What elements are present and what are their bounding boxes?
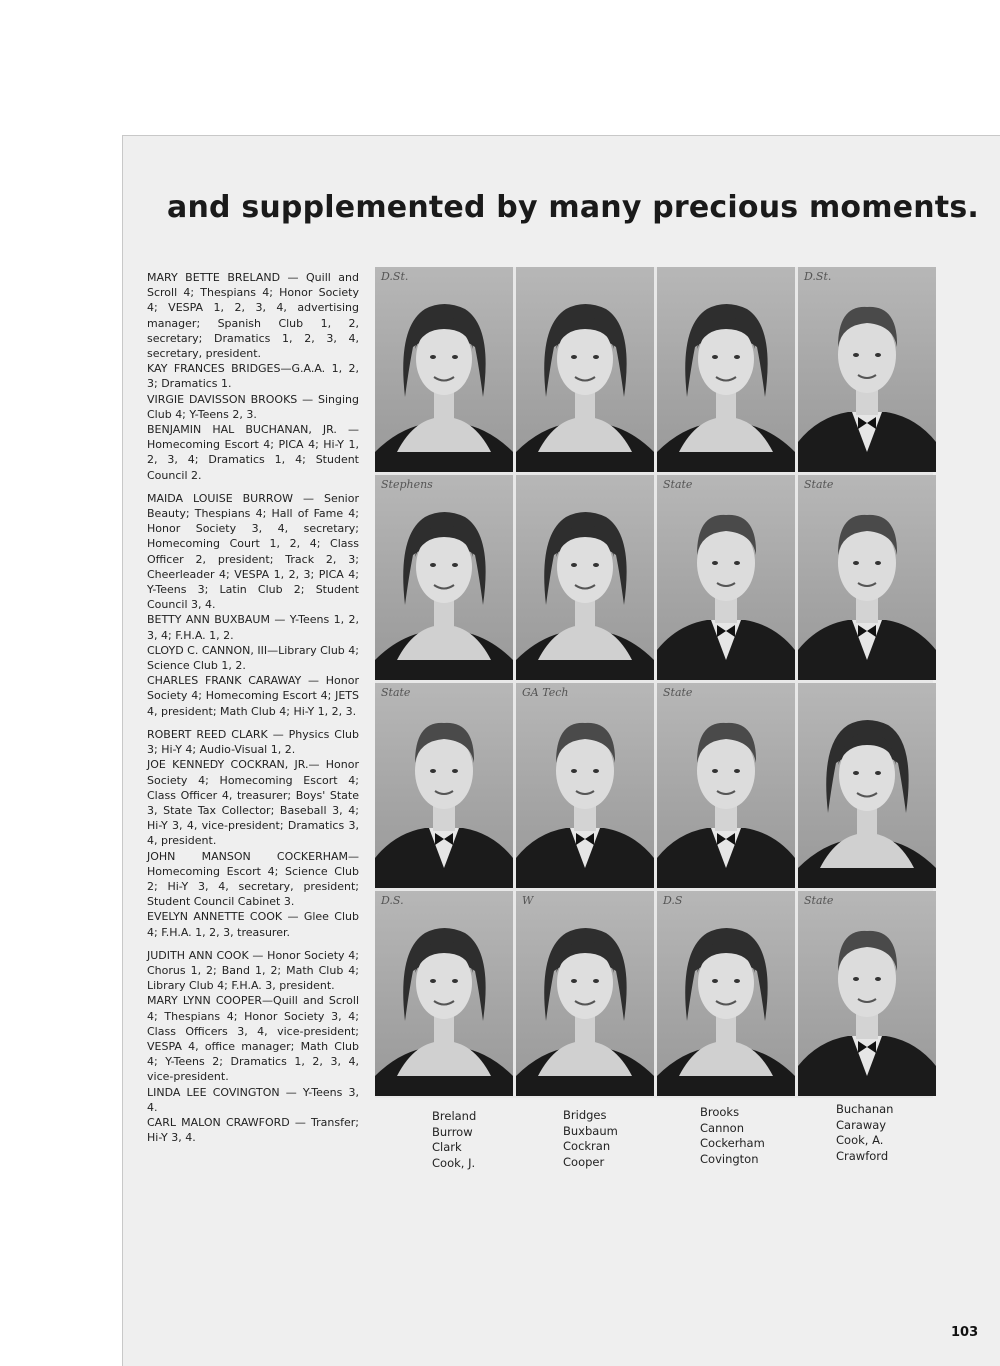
caption-column bbox=[836, 1102, 893, 1164]
senior-bio: CARL MALON CRAWFORD — Transfer; Hi-Y 3, 4. bbox=[147, 1115, 359, 1145]
portrait-silhouette-icon bbox=[516, 267, 654, 472]
senior-portrait bbox=[657, 267, 795, 472]
caption-name: Clark bbox=[432, 1140, 462, 1154]
caption-name: Buchanan bbox=[836, 1102, 894, 1116]
yearbook-page bbox=[122, 135, 1000, 1366]
senior-bio: BETTY ANN BUXBAUM — Y-Teens 1, 2, 3, 4; F.H.A. 1, 2. bbox=[147, 613, 359, 642]
portrait-silhouette-icon bbox=[657, 475, 795, 680]
caption-name: Cook, A. bbox=[836, 1133, 884, 1147]
portrait-silhouette-icon bbox=[375, 267, 513, 472]
caption-column bbox=[700, 1105, 765, 1167]
caption-name: Burrow bbox=[432, 1124, 473, 1139]
handwritten-note: State bbox=[381, 686, 411, 699]
page-number: 103 bbox=[951, 1325, 979, 1340]
caption-name: Buxbaum bbox=[563, 1123, 618, 1138]
portrait-silhouette-icon bbox=[657, 891, 795, 1096]
senior-portrait bbox=[516, 475, 654, 680]
portrait-silhouette-icon bbox=[375, 475, 513, 680]
caption-name: Cooper bbox=[563, 1154, 605, 1169]
handwritten-note: State bbox=[804, 894, 834, 907]
handwritten-note: W bbox=[522, 894, 534, 907]
senior-portrait bbox=[516, 891, 654, 1096]
caption-name: Cockerham bbox=[700, 1136, 765, 1150]
senior-bio: LINDA LEE COVINGTON — Y-Teens 3, 4. bbox=[147, 1085, 359, 1114]
caption-name: Caraway bbox=[836, 1117, 887, 1132]
senior-portrait bbox=[375, 475, 513, 680]
senior-bios bbox=[147, 270, 359, 1145]
portrait-silhouette-icon bbox=[798, 475, 936, 680]
senior-portrait bbox=[516, 267, 654, 472]
senior-portrait bbox=[657, 475, 795, 680]
caption-name: Crawford bbox=[836, 1148, 889, 1163]
portrait-grid bbox=[375, 267, 933, 1098]
handwritten-note: State bbox=[663, 478, 693, 491]
senior-bio: EVELYN ANNETTE COOK — Glee Club 4; F.H.A. 1, 2, 3, treasurer. bbox=[147, 910, 359, 939]
senior-bio: CLOYD C. CANNON, III—Library Club 4; Science Club 1, 2. bbox=[147, 643, 359, 673]
caption-name: Cook, J. bbox=[432, 1155, 476, 1170]
senior-bio: MARY LYNN COOPER—Quill and Scroll 4; Thespians 4; Honor Society 3, 4; Class Officers 3, 4, vice-president; VESPA 4, office manager; Math Club 4; Y-Teens 2; Dramatics 1, 2, 3, 4, vice-president. bbox=[147, 994, 359, 1084]
senior-bio: ROBERT REED CLARK — Physics Club 3; Hi-Y 4; Audio-Visual 1, 2. bbox=[147, 727, 359, 757]
senior-bio: MAIDA LOUISE BURROW — Senior Beauty; Thespians 4; Hall of Fame 4; Honor Society 3, 4, secretary; Homecoming Court 1, 2, 4; Class Officer 2, president; Track 2, 3; Cheerleader 4; VESPA 1, 2, 3; PICA 4; Y-Teens 3; Latin Club 2; Student Council 3, 4. bbox=[147, 491, 359, 612]
portrait-captions bbox=[432, 1102, 912, 1189]
senior-portrait bbox=[798, 683, 936, 888]
caption-name: Covington bbox=[700, 1151, 759, 1166]
handwritten-note: State bbox=[804, 478, 834, 491]
caption-name: Breland bbox=[432, 1109, 477, 1123]
senior-portrait bbox=[798, 267, 936, 472]
handwritten-note: D.St. bbox=[804, 270, 832, 283]
caption-column bbox=[563, 1108, 618, 1170]
portrait-silhouette-icon bbox=[798, 267, 936, 472]
handwritten-note: D.S bbox=[663, 894, 683, 907]
portrait-silhouette-icon bbox=[375, 891, 513, 1096]
senior-portrait bbox=[657, 683, 795, 888]
portrait-silhouette-icon bbox=[516, 683, 654, 888]
portrait-silhouette-icon bbox=[516, 475, 654, 680]
senior-portrait bbox=[516, 683, 654, 888]
senior-bio: VIRGIE DAVISSON BROOKS — Singing Club 4; Y-Teens 2, 3. bbox=[147, 392, 359, 421]
senior-bio: BENJAMIN HAL BUCHANAN, JR. —Homecoming Escort 4; PICA 4; Hi-Y 1, 2, 3, 4; Dramatics 1, 4; Student Council 2. bbox=[147, 423, 359, 482]
senior-bio: MARY BETTE BRELAND — Quill and Scroll 4; Thespians 4; Honor Society 4; VESPA 1, 2, 3, 4, advertising manager; Spanish Club 1, 2, secretary; Dramatics 1, 2, 3, 4, secretary, president. bbox=[147, 271, 359, 361]
senior-bio: JOHN MANSON COCKERHAM— Homecoming Escort 4; Science Club 2; Hi-Y 3, 4, secretary, president; Student Council Cabinet 3. bbox=[147, 849, 359, 909]
portrait-silhouette-icon bbox=[657, 683, 795, 888]
senior-portrait bbox=[375, 267, 513, 472]
caption-name: Bridges bbox=[563, 1108, 607, 1122]
portrait-silhouette-icon bbox=[798, 891, 936, 1096]
handwritten-note: D.St. bbox=[381, 270, 409, 283]
senior-portrait bbox=[798, 475, 936, 680]
handwritten-note: State bbox=[663, 686, 693, 699]
page-headline: and supplemented by many precious moments. bbox=[167, 190, 979, 225]
senior-portrait bbox=[375, 891, 513, 1096]
caption-name: Brooks bbox=[700, 1105, 740, 1119]
senior-bio: KAY FRANCES BRIDGES—G.A.A. 1, 2, 3; Dramatics 1. bbox=[147, 362, 359, 391]
senior-bio: JUDITH ANN COOK — Honor Society 4; Chorus 1, 2; Band 1, 2; Math Club 4; Library Club 4; F.H.A. 3, president. bbox=[147, 948, 359, 993]
portrait-silhouette-icon bbox=[798, 683, 936, 888]
handwritten-note: Stephens bbox=[381, 478, 433, 491]
portrait-silhouette-icon bbox=[657, 267, 795, 472]
senior-bio: CHARLES FRANK CARAWAY — Honor Society 4; Homecoming Escort 4; JETS 4, president; Math Club 4; Hi-Y 1, 2, 3. bbox=[147, 674, 359, 718]
senior-portrait bbox=[657, 891, 795, 1096]
senior-bio: JOE KENNEDY COCKRAN, JR.— Honor Society 4; Homecoming Escort 4; Class Officer 4, treasurer; Boys' State 3, State Tax Collector; Baseball 3, 4; Hi-Y 3, 4, vice-president; Dramatics 3, 4, president. bbox=[147, 758, 359, 848]
handwritten-note: GA Tech bbox=[522, 686, 569, 699]
senior-portrait bbox=[375, 683, 513, 888]
caption-name: Cannon bbox=[700, 1120, 744, 1135]
portrait-silhouette-icon bbox=[516, 891, 654, 1096]
caption-column bbox=[432, 1109, 476, 1171]
handwritten-note: D.S. bbox=[381, 894, 404, 907]
portrait-silhouette-icon bbox=[375, 683, 513, 888]
senior-portrait bbox=[798, 891, 936, 1096]
caption-name: Cockran bbox=[563, 1139, 611, 1153]
